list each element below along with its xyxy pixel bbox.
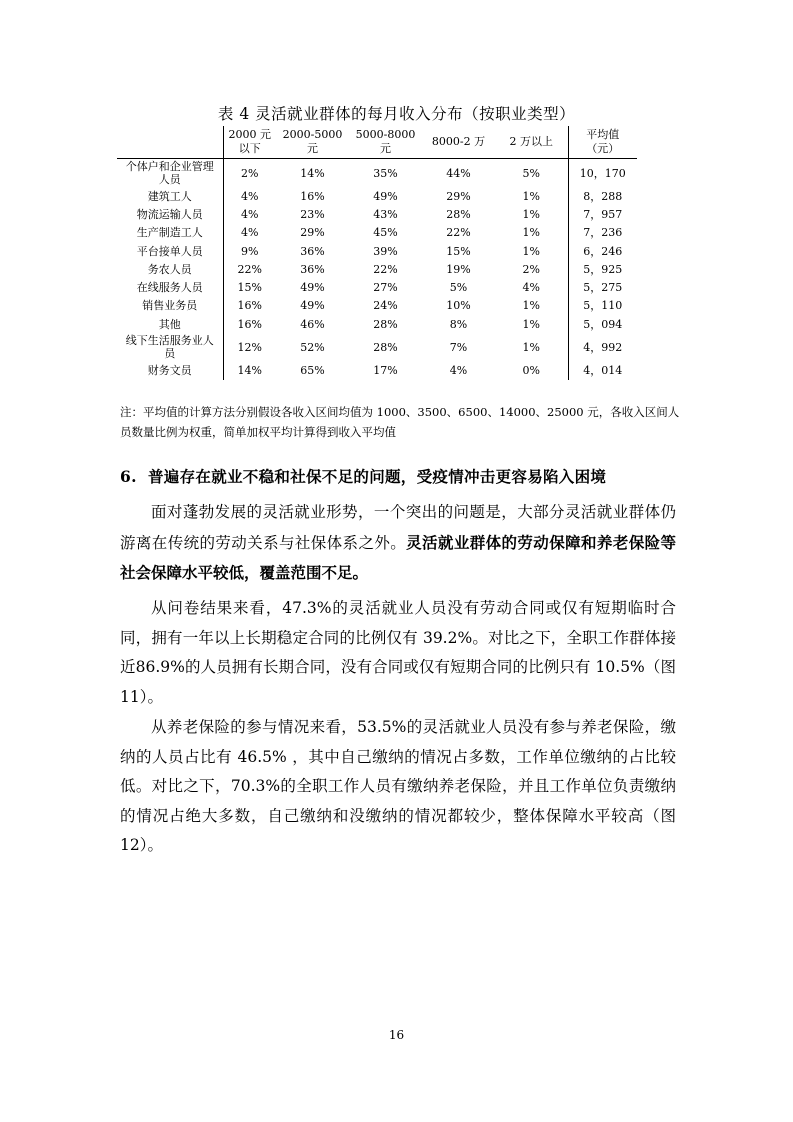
- row-label: 销售业务员: [142, 299, 198, 313]
- table-row: [117, 224, 637, 242]
- table-cell: 44%: [446, 166, 471, 180]
- table-cell: 1%: [522, 340, 540, 354]
- table-cell: 1%: [522, 226, 540, 240]
- table-row: [117, 361, 637, 380]
- table-cell: 22%: [223, 260, 276, 278]
- table-cell: 28%: [446, 207, 471, 221]
- header-cell: 2 万以上: [495, 126, 568, 159]
- paragraph: [120, 498, 676, 589]
- paragraph: 从养老保险的参与情况来看，53.5%的灵活就业人员没有参与养老保险，缴纳的人员占比有 46.5% ，其中自己缴纳的情况占多数，工作单位缴纳的占比较低。对比之下，70.3%的全职工作人员有缴纳养老保险，并且工作单位负责缴纳的情况占绝大多数，自己缴纳和没缴纳的情况都较少，整体保障水平较高（图12）。: [120, 718, 676, 854]
- table-cell-average: 8，288: [568, 187, 637, 205]
- table-cell: 1%: [522, 299, 540, 313]
- table-cell: 39%: [373, 244, 398, 258]
- table-row: [117, 297, 637, 315]
- header-cell-occupation: [117, 126, 223, 159]
- table-cell: 0%: [522, 364, 540, 378]
- table-row: [117, 187, 637, 205]
- row-label: 建筑工人: [147, 189, 192, 203]
- table-cell: 52%: [300, 340, 325, 354]
- table-row: [117, 159, 637, 188]
- table-cell: 12%: [223, 333, 276, 361]
- table-cell: 28%: [373, 340, 398, 354]
- table-cell: 4%: [223, 187, 276, 205]
- table-note: [120, 402, 680, 442]
- table-cell-average: 4，014: [568, 361, 637, 380]
- table-row: [117, 333, 637, 361]
- row-label: 线下生活服务业人 员: [125, 334, 214, 361]
- table-row: [117, 260, 637, 278]
- table-cell-average: 5，275: [568, 278, 637, 296]
- paragraph-text: 面对蓬勃发展的灵活就业形势，一个突出的问题是，大部分灵活就业群体仍游离在传统的劳动关系与社保体系之外。: [120, 503, 676, 552]
- table-cell: 16%: [223, 315, 276, 333]
- table-cell: 49%: [373, 189, 398, 203]
- table-cell-average: 10，170: [568, 159, 637, 188]
- table-cell: 9%: [223, 242, 276, 260]
- table-row: [117, 242, 637, 260]
- table-cell: 1%: [522, 189, 540, 203]
- paragraph-bold-text: 灵活就业群体的劳动保障和养老保险等社会保障水平较低，覆盖范围不足。: [120, 532, 676, 582]
- table-cell: 28%: [373, 317, 398, 331]
- table-cell: 16%: [300, 189, 325, 203]
- table-cell: 4%: [449, 364, 468, 378]
- table-cell: 5%: [522, 166, 540, 180]
- table-cell: 65%: [300, 364, 325, 378]
- table-row: [117, 278, 637, 296]
- table-cell: 24%: [373, 299, 398, 313]
- table-cell: 29%: [446, 189, 471, 203]
- table-cell-average: 6，246: [568, 242, 637, 260]
- page-number: 16: [388, 1028, 405, 1042]
- table-cell: 36%: [300, 244, 325, 258]
- row-label: 其他: [158, 317, 181, 331]
- table-cell: 16%: [223, 297, 276, 315]
- table-cell: 15%: [223, 278, 276, 296]
- table-cell: 29%: [300, 226, 325, 240]
- table-cell: 8%: [449, 317, 468, 331]
- table-cell: 45%: [373, 226, 398, 240]
- table-cell: 49%: [300, 281, 325, 295]
- table-cell: 23%: [300, 207, 325, 221]
- table-cell: 22%: [373, 262, 398, 276]
- table-cell: 7%: [449, 340, 468, 354]
- table-row: [117, 315, 637, 333]
- table-cell: 1%: [522, 244, 540, 258]
- row-label: 个体户和企业管理 人员: [125, 160, 214, 186]
- table-cell: 36%: [300, 262, 325, 276]
- table-cell-average: 7，957: [568, 205, 637, 223]
- table-row: [117, 205, 637, 223]
- table-cell-average: 5，925: [568, 260, 637, 278]
- table-cell: 5%: [449, 281, 468, 295]
- table-note-line: 注：平均值的计算方法分别假设各收入区间均值为 1000、3500、6500、14000、25000 元，各收入区间人: [120, 405, 680, 419]
- table-header-row: [117, 126, 637, 159]
- table-cell-average: 5，094: [568, 315, 637, 333]
- table-cell: 1%: [522, 317, 540, 331]
- header-cell: 2000-5000 元: [276, 126, 349, 159]
- paragraph: 从问卷结果来看，47.3%的灵活就业人员没有劳动合同或仅有短期临时合同，拥有一年以上长期稳定合同的比例仅有 39.2%。对比之下，全职工作群体接近86.9%的人员拥有长期合同，没有合同或仅有短期合同的比例只有 10.5%（图11）。: [120, 599, 676, 706]
- section-heading: [120, 465, 680, 489]
- table-cell: 2%: [522, 262, 540, 276]
- table-cell: 14%: [223, 361, 276, 380]
- row-label: 生产制造工人: [136, 226, 203, 240]
- row-label: 财务文员: [147, 364, 192, 378]
- row-label: 物流运输人员: [136, 207, 203, 221]
- table-cell-average: 4，992: [568, 333, 637, 361]
- table-cell: 43%: [373, 207, 398, 221]
- header-cell: 8000-2 万: [422, 126, 495, 159]
- row-label: 务农人员: [147, 262, 192, 276]
- table-title: 表 4 灵活就业群体的每月收入分布（按职业类型）: [217, 105, 576, 123]
- section-number: 6.: [120, 467, 137, 486]
- table-cell: 19%: [446, 262, 471, 276]
- header-cell: 5000-8000 元: [349, 126, 422, 159]
- table-cell: 4%: [223, 224, 276, 242]
- row-label: 平台接单人员: [136, 244, 203, 258]
- table-note-line: 员数量比例为权重，简单加权平均计算得到收入平均值: [120, 425, 396, 439]
- table-cell: 22%: [446, 226, 471, 240]
- table-cell-average: 5，110: [568, 297, 637, 315]
- table-cell: 35%: [373, 166, 398, 180]
- table-cell: 10%: [446, 299, 471, 313]
- table-cell-average: 7，236: [568, 224, 637, 242]
- table-cell: 4%: [522, 281, 540, 295]
- row-label: 在线服务人员: [136, 281, 203, 295]
- header-cell: 2000 元 以下: [223, 126, 276, 159]
- table-cell: 17%: [373, 364, 398, 378]
- table-cell: 1%: [522, 207, 540, 221]
- table-cell: 14%: [300, 166, 325, 180]
- header-cell-average: 平均值 （元）: [568, 126, 637, 159]
- table-cell: 15%: [446, 244, 471, 258]
- table-cell: 49%: [300, 299, 325, 313]
- table-cell: 27%: [373, 281, 398, 295]
- income-distribution-table: [117, 126, 637, 380]
- table-cell: 46%: [300, 317, 325, 331]
- table-cell: 4%: [223, 205, 276, 223]
- section-title: 普遍存在就业不稳和社保不足的问题，受疫情冲击更容易陷入困境: [148, 467, 607, 486]
- table-cell: 2%: [223, 159, 276, 188]
